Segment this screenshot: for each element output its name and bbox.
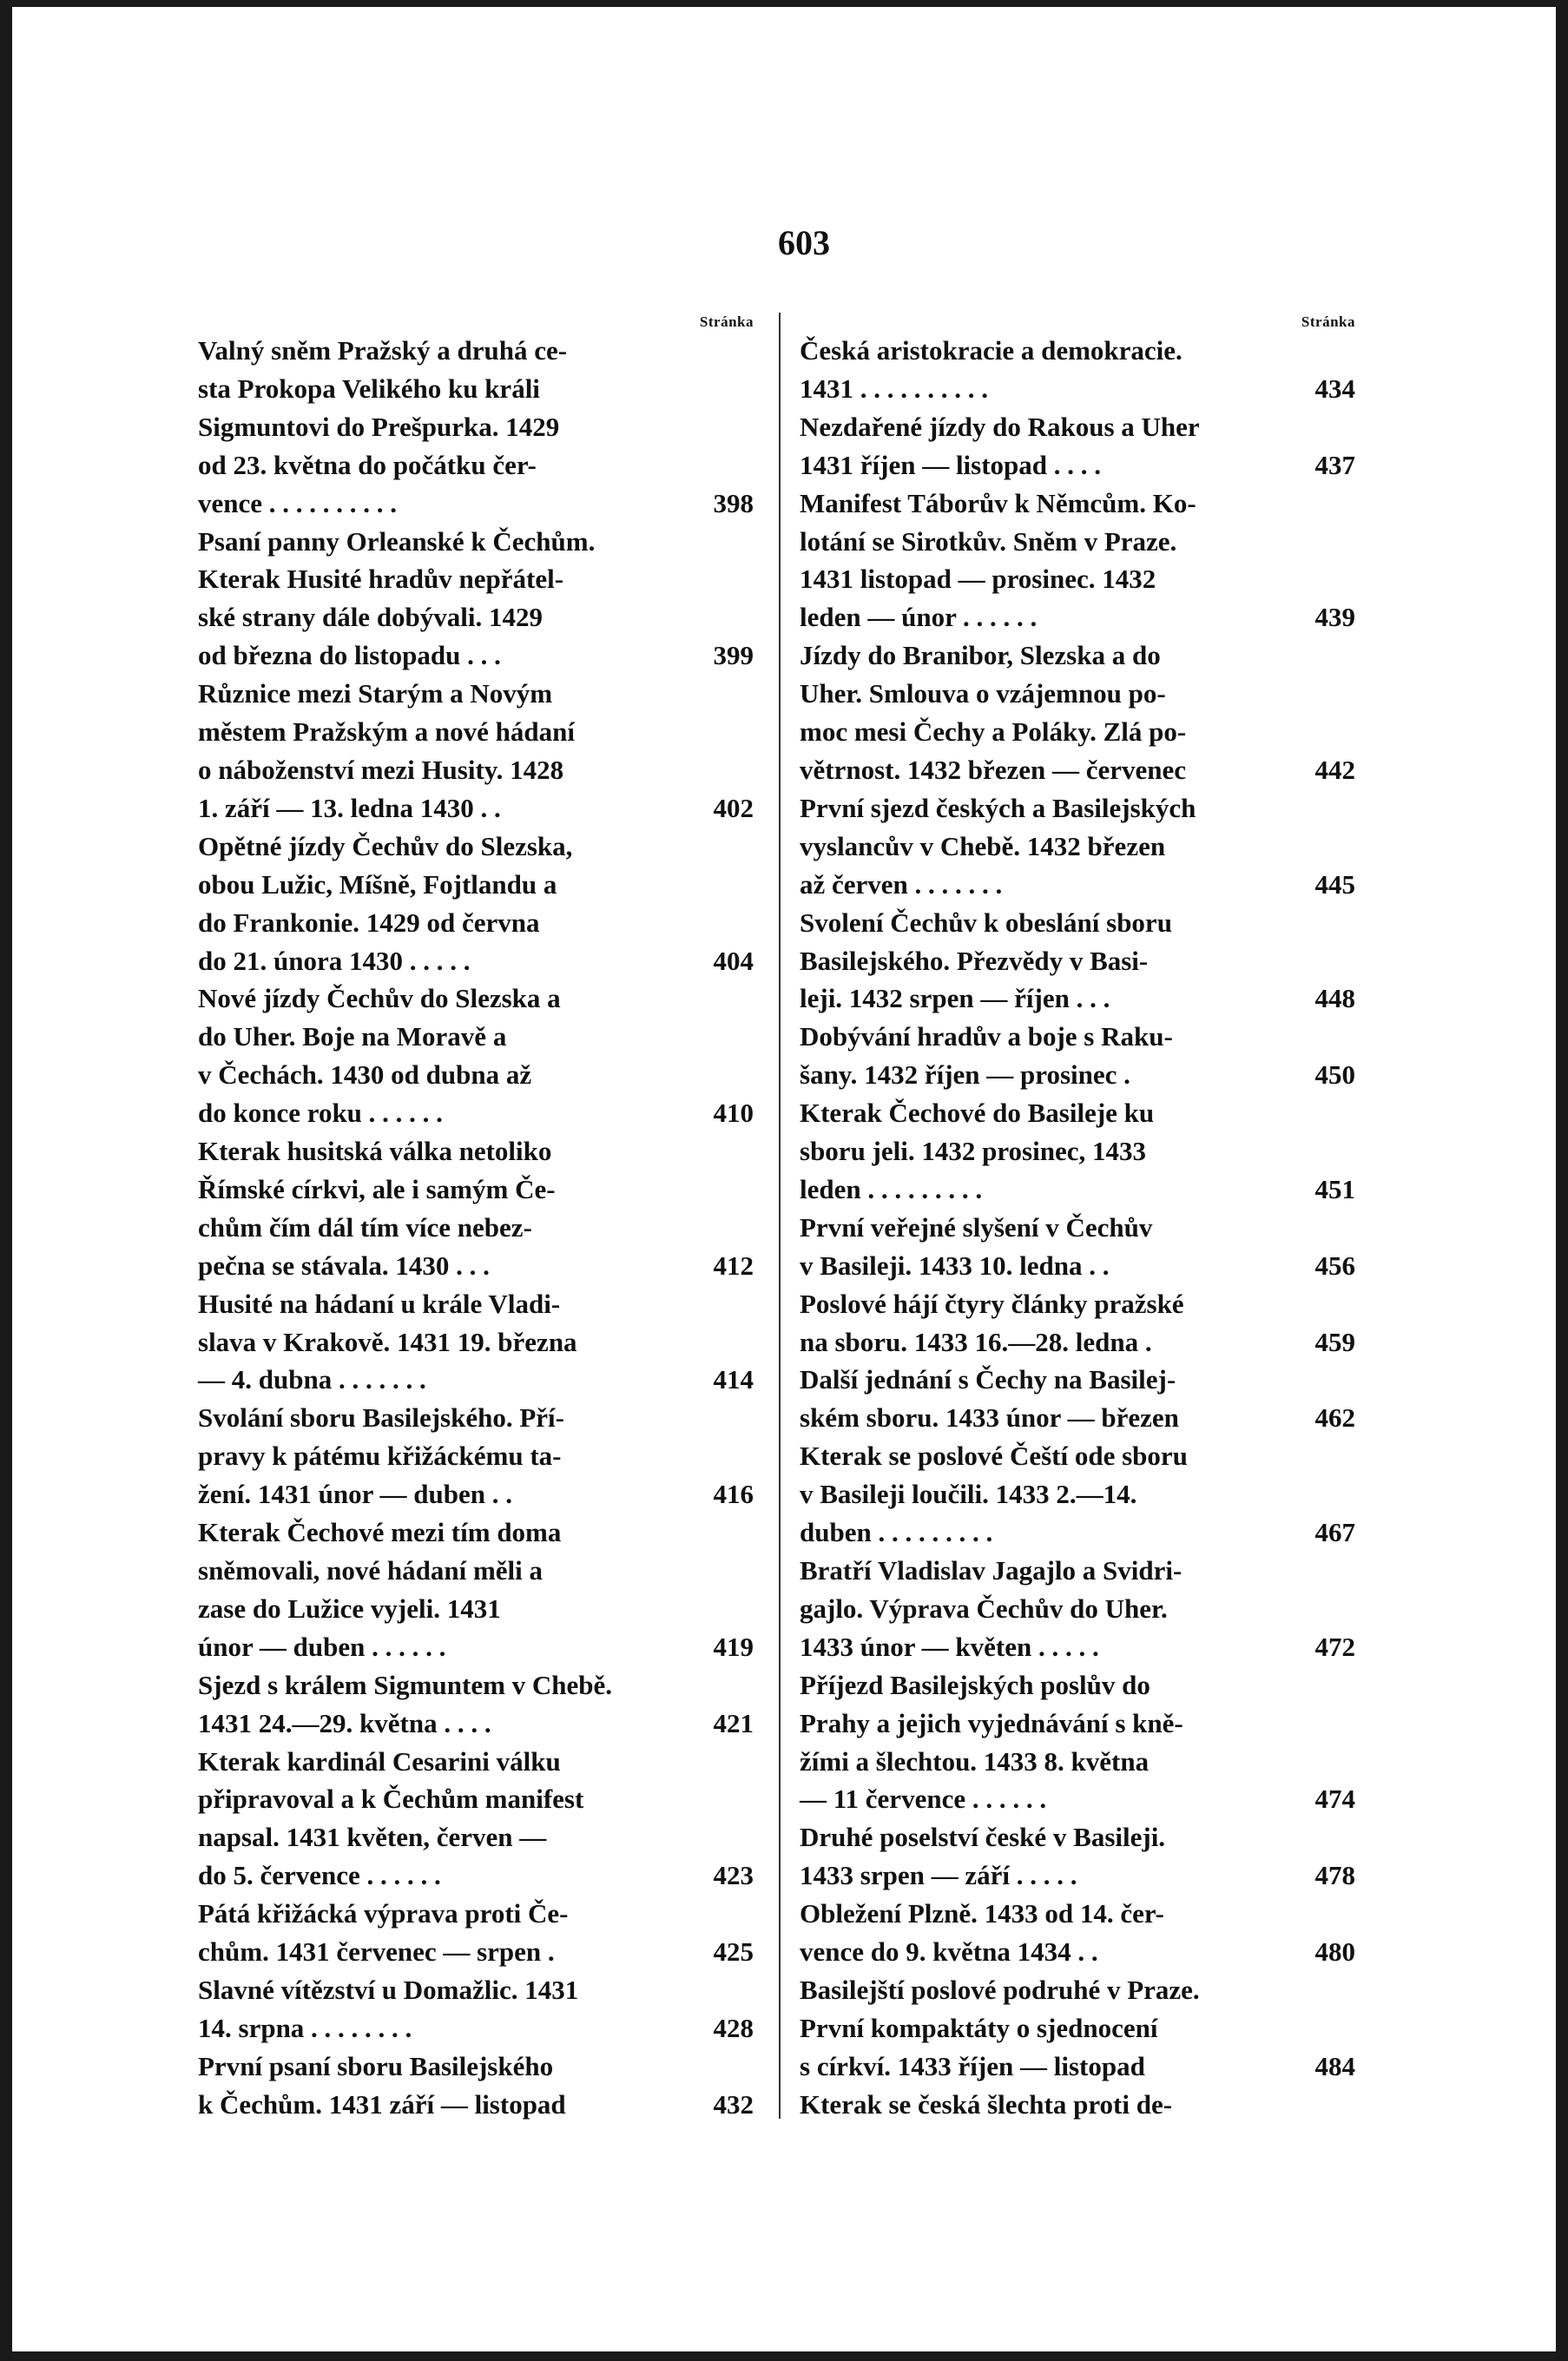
toc-entry-line: leden — únor . . . . . . <box>800 602 1038 633</box>
toc-entry-line: Kterak se poslové Čeští ode sboru <box>800 1441 1188 1472</box>
toc-page-number: 423 <box>713 1860 754 1891</box>
book-page <box>12 7 1556 2351</box>
column-header: Stránka <box>699 313 754 330</box>
toc-entry-line: 1431 říjen — listopad . . . . <box>800 449 1102 480</box>
toc-entries <box>800 332 1355 2124</box>
toc-entry-line: v Čechách. 1430 od dubna až <box>198 1059 532 1091</box>
toc-entry-line: Kterak kardinál Cesarini válku <box>198 1745 561 1777</box>
toc-entry-line: pečna se stávala. 1430 . . . <box>198 1250 490 1281</box>
toc-entry <box>800 408 1355 485</box>
toc-entry-line: Jízdy do Branibor, Slezska a do <box>800 640 1161 671</box>
toc-entry <box>198 1399 754 1514</box>
toc-entry <box>198 1132 754 1285</box>
toc-entry <box>198 828 754 980</box>
toc-entry-line: Uher. Smlouva o vzájemnou po- <box>800 678 1166 709</box>
toc-entry <box>800 1971 1355 2086</box>
page-number: 603 <box>778 223 830 262</box>
toc-entry-line: Svolání sboru Basilejského. Pří- <box>198 1402 564 1434</box>
toc-entry-line: Poslové hájí čtyry články pražské <box>800 1288 1184 1319</box>
toc-entry-line: Sjezd s králem Sigmuntem v Chebě. <box>198 1669 613 1700</box>
toc-entry-line: Svolení Čechův k obeslání sboru <box>800 907 1172 938</box>
toc-entry <box>800 904 1355 1019</box>
toc-entry <box>800 1018 1355 1094</box>
toc-entry-line: sboru jeli. 1432 prosinec, 1433 <box>800 1136 1146 1167</box>
toc-entry-line: Kterak Čechové do Basileje ku <box>800 1098 1155 1129</box>
toc-entry-line: Nezdařené jízdy do Rakous a Uher <box>800 411 1200 442</box>
toc-page-number: 478 <box>1314 1860 1355 1891</box>
toc-entry-line: — 4. dubna . . . . . . . <box>198 1364 426 1395</box>
toc-entry-line: Prahy a jejich vyjednávání s kně- <box>800 1707 1183 1738</box>
toc-entry-line: Obležení Plzně. 1433 od 14. čer- <box>800 1898 1164 1929</box>
toc-page-number: 410 <box>713 1098 754 1129</box>
toc-page-number: 398 <box>713 487 754 518</box>
toc-entry <box>800 1818 1355 1895</box>
toc-entry-line: Basilejští poslové podruhé v Praze. <box>800 1974 1200 2005</box>
toc-entry-line: do 5. července . . . . . . <box>198 1860 441 1891</box>
toc-entry-line: sta Prokopa Velikého ku králi <box>198 373 540 404</box>
toc-entry-line: v Basileji loučili. 1433 2.—14. <box>800 1479 1137 1510</box>
toc-page-number: 404 <box>713 945 754 976</box>
toc-page-number: 412 <box>713 1250 754 1281</box>
toc-entry <box>800 2086 1355 2124</box>
toc-entry-line: vence do 9. května 1434 . . <box>800 1936 1098 1968</box>
toc-page-number: 450 <box>1314 1059 1355 1091</box>
toc-entry-line: s církví. 1433 říjen — listopad <box>800 2050 1145 2081</box>
toc-page-number: 428 <box>713 2012 754 2043</box>
toc-entry-line: připravoval a k Čechům manifest <box>198 1784 584 1815</box>
toc-page-number: 467 <box>1314 1517 1355 1548</box>
toc-entry-line: chům. 1431 červenec — srpen . <box>198 1936 555 1968</box>
toc-entry <box>198 1514 754 1666</box>
toc-entry-line: od 23. května do počátku čer- <box>198 449 537 480</box>
toc-entry-line: vence . . . . . . . . . . <box>198 487 398 518</box>
toc-entry <box>800 1361 1355 1437</box>
toc-page-number: 456 <box>1314 1250 1355 1281</box>
toc-entry-line: Dobývání hradův a boje s Raku- <box>800 1021 1173 1052</box>
toc-entry-line: Pátá křižácká výprava proti Če- <box>198 1898 569 1929</box>
toc-entry-line: Římské církvi, ale i samým Če- <box>198 1173 556 1204</box>
toc-entry <box>198 2048 754 2124</box>
toc-entry-line: gajlo. Výprava Čechův do Uher. <box>800 1593 1168 1624</box>
toc-entry-line: Husité na hádaní u krále Vladi- <box>198 1288 561 1319</box>
toc-entry-line: Druhé poselství české v Basileji. <box>800 1822 1166 1853</box>
toc-entry-line: 14. srpna . . . . . . . . <box>198 2012 412 2043</box>
toc-page-number: 414 <box>713 1364 754 1395</box>
toc-entry-line: větrnost. 1432 březen — červenec <box>800 754 1187 785</box>
toc-entry-line: Kterak Husité hradův nepřátel- <box>198 564 564 595</box>
toc-page-number: 399 <box>713 640 754 671</box>
toc-entry-line: Česká aristokracie a demokracie. <box>800 335 1183 366</box>
toc-entry-line: První veřejné slyšení v Čechův <box>800 1211 1153 1243</box>
toc-entry-line: žími a šlechtou. 1433 8. května <box>800 1745 1150 1777</box>
toc-entry-line: 1433 únor — květen . . . . . <box>800 1631 1099 1662</box>
toc-entry-line: Opětné jízdy Čechův do Slezska, <box>198 830 573 861</box>
toc-entry <box>800 1666 1355 1819</box>
toc-entry-line: moc mesi Čechy a Poláky. Zlá po- <box>800 716 1187 748</box>
toc-entry-line: — 11 července . . . . . . <box>800 1784 1047 1815</box>
toc-entry-line: První psaní sboru Basilejského <box>198 2050 554 2081</box>
toc-entry-line: až červen . . . . . . . <box>800 868 1003 900</box>
toc-entry-line: k Čechům. 1431 září — listopad <box>198 2088 566 2120</box>
column-header: Stránka <box>1301 313 1355 330</box>
toc-column-right <box>800 313 1355 2124</box>
toc-page-number: 402 <box>713 792 754 823</box>
toc-page-number: 459 <box>1314 1326 1355 1357</box>
toc-entry-line: 1431 . . . . . . . . . . <box>800 373 988 404</box>
toc-entry <box>198 1666 754 1743</box>
toc-entry-line: šany. 1432 říjen — prosinec . <box>800 1059 1130 1091</box>
toc-entry-line: Kterak se česká šlechta proti de- <box>800 2088 1173 2120</box>
column-divider <box>779 313 781 2119</box>
toc-page-number: 472 <box>1314 1631 1355 1662</box>
toc-entry-line: Basilejského. Přezvědy v Basi- <box>800 945 1149 976</box>
toc-entry-line: chům čím dál tím více nebez- <box>198 1211 532 1243</box>
toc-entry <box>800 636 1355 789</box>
toc-entry <box>800 332 1355 408</box>
toc-entry-line: ské strany dále dobývali. 1429 <box>198 602 544 633</box>
toc-entry <box>800 1209 1355 1285</box>
toc-page-number: 474 <box>1314 1784 1355 1815</box>
toc-entry-line: do konce roku . . . . . . <box>198 1098 443 1129</box>
toc-entry <box>198 1743 754 1896</box>
toc-page-number: 462 <box>1314 1402 1355 1434</box>
toc-entry-line: o náboženství mezi Husity. 1428 <box>198 754 564 785</box>
toc-entry-line: vyslancův v Chebě. 1432 březen <box>800 830 1166 861</box>
toc-entry-line: žení. 1431 únor — duben . . <box>198 1479 513 1510</box>
toc-entry-line: v Basileji. 1433 10. ledna . . <box>800 1250 1110 1281</box>
toc-entry-line: První sjezd českých a Basilejských <box>800 792 1196 823</box>
toc-entry-line: Sigmuntovi do Prešpurka. 1429 <box>198 411 560 442</box>
toc-entry <box>800 1895 1355 1971</box>
toc-entry-line: První kompaktáty o sjednocení <box>800 2012 1158 2043</box>
toc-entry-line: sněmovali, nové hádaní měli a <box>198 1555 544 1586</box>
toc-page-number: 425 <box>713 1936 754 1968</box>
toc-entry-line: do Frankonie. 1429 od června <box>198 907 540 938</box>
toc-entry <box>800 1285 1355 1362</box>
toc-entry <box>198 675 754 828</box>
toc-entry <box>198 1895 754 1971</box>
toc-entry <box>198 523 754 676</box>
toc-entry-line: Valný sněm Pražský a druhá ce- <box>198 335 568 366</box>
toc-entry-line: na sboru. 1433 16.—28. ledna . <box>800 1326 1152 1357</box>
toc-entry-line: Bratří Vladislav Jagajlo a Svidri- <box>800 1555 1183 1586</box>
toc-entry-line: lotání se Sirotkův. Sněm v Praze. <box>800 525 1177 557</box>
toc-entry-line: od března do listopadu . . . <box>198 640 501 671</box>
toc-entries <box>198 332 754 2124</box>
toc-page-number: 421 <box>713 1707 754 1738</box>
toc-entry-line: do Uher. Boje na Moravě a <box>198 1021 507 1052</box>
toc-page-number: 432 <box>713 2088 754 2120</box>
toc-entry-line: 1431 listopad — prosinec. 1432 <box>800 564 1156 595</box>
toc-page-number: 437 <box>1314 449 1355 480</box>
toc-entry-line: pravy k pátému křižáckému ta- <box>198 1441 562 1472</box>
toc-entry <box>800 789 1355 904</box>
toc-entry <box>198 1971 754 2048</box>
toc-entry-line: leden . . . . . . . . . <box>800 1173 983 1204</box>
toc-entry <box>800 1552 1355 1666</box>
toc-entry-line: Příjezd Basilejských poslův do <box>800 1669 1150 1700</box>
toc-entry <box>198 1285 754 1400</box>
toc-entry-line: do 21. února 1430 . . . . . <box>198 945 471 976</box>
toc-entry-line: 1431 24.—29. května . . . . <box>198 1707 491 1738</box>
toc-entry-line: Slavné vítězství u Domažlic. 1431 <box>198 1974 579 2005</box>
toc-entry <box>800 1437 1355 1552</box>
toc-page-number: 434 <box>1314 373 1355 404</box>
toc-entry-line: 1. září — 13. ledna 1430 . . <box>198 792 501 823</box>
toc-page-number: 439 <box>1314 602 1355 633</box>
toc-entry-line: obou Lužic, Míšně, Fojtlandu a <box>198 868 557 900</box>
toc-entry-line: ském sboru. 1433 únor — březen <box>800 1402 1179 1434</box>
toc-entry-line: Další jednání s Čechy na Basilej- <box>800 1364 1176 1395</box>
toc-entry-line: 1433 srpen — září . . . . . <box>800 1860 1077 1891</box>
toc-entry-line: Psaní panny Orleanské k Čechům. <box>198 525 596 557</box>
toc-entry-line: slava v Krakově. 1431 19. března <box>198 1326 577 1357</box>
toc-entry <box>198 332 754 523</box>
toc-entry <box>800 1094 1355 1209</box>
toc-page-number: 448 <box>1314 983 1355 1014</box>
toc-entry-line: městem Pražským a nové hádaní <box>198 716 575 748</box>
toc-page-number: 484 <box>1314 2050 1355 2081</box>
toc-entry-line: Manifest Táborův k Němcům. Ko- <box>800 487 1196 518</box>
toc-entry-line: zase do Lužice vyjeli. 1431 <box>198 1593 501 1624</box>
toc-page-number: 445 <box>1314 868 1355 900</box>
toc-entry-line: leji. 1432 srpen — říjen . . . <box>800 983 1110 1014</box>
toc-entry-line: Kterak husitská válka netoliko <box>198 1136 552 1167</box>
toc-entry <box>800 485 1355 637</box>
toc-entry-line: únor — duben . . . . . . <box>198 1631 446 1662</box>
toc-column-left <box>198 313 754 2124</box>
toc-page-number: 451 <box>1314 1173 1355 1204</box>
toc-page-number: 480 <box>1314 1936 1355 1968</box>
toc-page-number: 419 <box>713 1631 754 1662</box>
toc-entry-line: Různice mezi Starým a Novým <box>198 678 553 709</box>
toc-entry-line: Kterak Čechové mezi tím doma <box>198 1517 562 1548</box>
toc-entry-line: napsal. 1431 květen, červen — <box>198 1822 547 1853</box>
toc-entry-line: duben . . . . . . . . . <box>800 1517 993 1548</box>
toc-entry-line: Nové jízdy Čechův do Slezska a <box>198 983 561 1014</box>
toc-entry <box>198 979 754 1132</box>
toc-page-number: 442 <box>1314 754 1355 785</box>
toc-page-number: 416 <box>713 1479 754 1510</box>
